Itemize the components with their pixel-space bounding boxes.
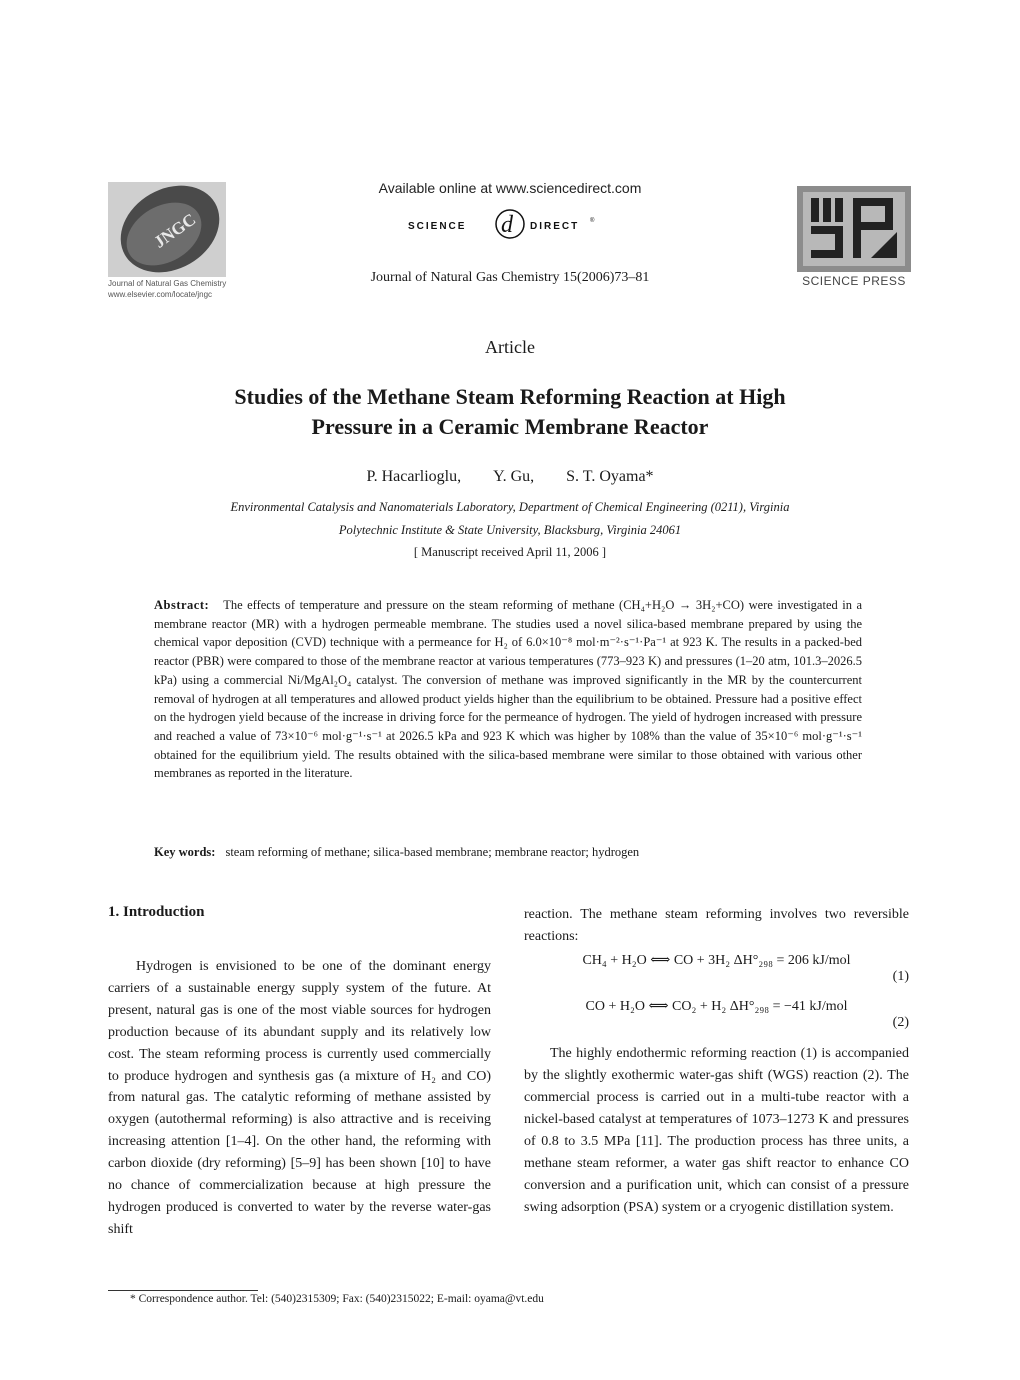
author: P. Hacarlioglu,: [366, 468, 462, 485]
affiliation: [150, 496, 870, 542]
author: Y. Gu,: [493, 468, 535, 485]
author-list: [0, 468, 1020, 486]
affiliation-line-2: Polytechnic Institute & State University, Blacksburg, Virginia 24061: [338, 523, 682, 537]
equation-2: [524, 998, 909, 1031]
equation-1-body: CH₄ + H₂O ⟺ CO + 3H₂ ΔH°₂₉₈ = 206 kJ/mol: [582, 953, 851, 968]
right-column-text: reaction. The methane steam reforming involves two reversible reactions:: [524, 907, 909, 944]
correspondence-footnote: * Correspondence author. Tel: (540)2315309; Fax: (540)2315022; E-mail: oyama@vt.edu: [130, 1293, 544, 1305]
sciencedirect-right: DIRECT: [530, 221, 580, 232]
svg-text:d: d: [501, 212, 513, 238]
article-type: Article: [485, 337, 535, 357]
registered-mark: ®: [590, 218, 595, 224]
intro-paragraph: Hydrogen is envisioned to be one of the dominant energy carriers of a sustainable energy supply system of the future. At present, natural gas is one of the most viable sources for hydrogen production because of its abundant supply and its relatively low cost. The steam reforming process is currently used commercially to produce hydrogen and synthesis gas (a mixture of H₂ and CO) from natural gas. The catalytic reforming of methane assisted by oxygen (autothermal reforming) is also attractive and is receiving increasing attention [1–4]. On the other hand, the reforming with carbon dioxide (dry reforming) [5–9] has been shown [10] to have no chance of commercialization because at high pressure the hydrogen produced is converted to water by the reverse water-gas shift: [108, 959, 491, 1237]
footnote-divider: [108, 1290, 258, 1291]
equation-1: [524, 952, 909, 985]
science-press-label: SCIENCE PRESS: [802, 274, 906, 288]
equation-2-body: CO + H₂O ⟺ CO₂ + H₂ ΔH°₂₉₈ = −41 kJ/mol: [585, 999, 848, 1014]
author: S. T. Oyama*: [566, 468, 654, 485]
abstract-text: The effects of temperature and pressure on the steam reforming of methane (CH₄+H₂O → 3H₂+CO) were investigated in a membrane reactor (MR) with a hydrogen permeable membrane. The studies used a novel silica-based membrane prepared by using the chemical vapor deposition (CVD) technique with a permeance for H₂ of 6.0×10⁻⁸ mol·m⁻²·s⁻¹·Pa⁻¹ at 923 K. The results in a packed-bed reactor (PBR) were compared to those of the membrane reactor at various temperatures (773–923 K) and pressures (1–20 atm, 101.3–2026.5 kPa) using a commercial Ni/MgAl₂O₄ catalyst. The conversion of methane was improved significantly in the MR by the countercurrent removal of hydrogen at all temperatures and allowed product yields higher than the equilibrium to be obtained. Pressure had a positive effect on the hydrogen yield because of the increase in driving force for the permeance of hydrogen. The yield of hydrogen increased with pressure and reached a value of 73×10⁻⁶ mol·g⁻¹·s⁻¹ at 2026.5 kPa and 923 K which was higher by 108% than the value of 35×10⁻⁶ mol·g⁻¹·s⁻¹ obtained for the equilibrium yield. The results obtained with the silica-based membrane were similar to those obtained with various other membranes as reported in the literature.: [154, 598, 862, 781]
science-press-logo: [797, 186, 911, 290]
equation-1-number: (1): [892, 969, 909, 984]
jngc-caption-journal: Journal of Natural Gas Chemistry: [108, 279, 227, 288]
keywords: [154, 845, 862, 860]
sciencedirect-logo: [404, 204, 616, 244]
keywords-label: Key words:: [154, 845, 216, 859]
title-line-1: Studies of the Methane Steam Reforming Reaction at High: [234, 384, 786, 409]
affiliation-line-1: Environmental Catalysis and Nanomaterials Laboratory, Department of Chemical Engineering (0211), Virginia: [230, 500, 790, 514]
journal-citation: Journal of Natural Gas Chemistry 15(2006)73–81: [370, 270, 650, 285]
equation-2-number: (2): [892, 1015, 909, 1030]
science-press-emblem-icon: [797, 186, 911, 272]
section-heading: 1. Introduction: [108, 904, 205, 920]
keywords-text: steam reforming of methane; silica-based membrane; membrane reactor; hydrogen: [225, 845, 640, 859]
received-date: [ Manuscript received April 11, 2006 ]: [413, 545, 607, 559]
available-online: Available online at www.sciencedirect.com: [378, 180, 642, 196]
article-title: [130, 382, 890, 442]
title-line-2: Pressure in a Ceramic Membrane Reactor: [311, 414, 709, 439]
jngc-logo-text: JNGC: [150, 209, 200, 252]
jngc-emblem-icon: [108, 182, 226, 277]
right-paragraph: The highly endothermic reforming reaction (1) is accompanied by the slightly exothermic water-gas shift (WGS) reaction (2). The commercial process is carried out in a multi-tube reactor with a nickel-based catalyst at temperatures of 1073–1273 K and pressures of 0.8 to 3.5 MPa [11]. The production process has three units, a methane steam reformer, a water gas shift reactor to enhance CO conversion and a purification unit, which can consist of a pressure swing adsorption (PSA) system or a cryogenic distillation system.: [524, 1046, 909, 1215]
abstract-label: Abstract:: [154, 598, 210, 612]
jngc-caption-url: www.elsevier.com/locate/jngc: [108, 290, 213, 299]
sciencedirect-left: SCIENCE: [408, 221, 467, 232]
abstract: [154, 596, 862, 783]
